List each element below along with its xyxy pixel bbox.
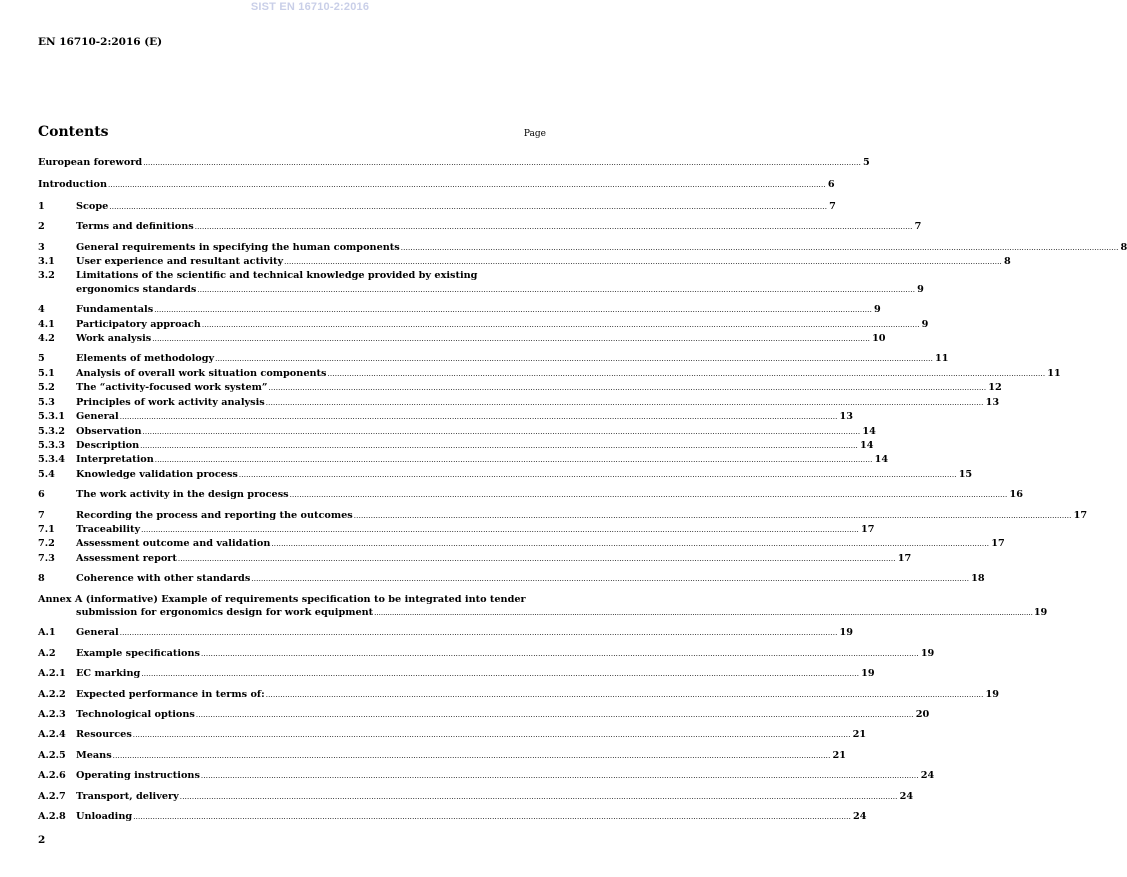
leader-dots (195, 221, 913, 234)
toc-entry-number: A.1 (38, 627, 56, 639)
leader-dots (196, 709, 914, 722)
toc-entry-title: Transport, delivery (76, 790, 179, 802)
toc-entry-page: 20 (915, 709, 930, 720)
page-number: 2 (38, 834, 46, 846)
toc-entry-number: 5.3.2 (38, 425, 65, 437)
toc-entry-title: Scope (76, 200, 109, 212)
leader-dots (251, 573, 969, 586)
toc-entry-page: 13 (839, 411, 854, 423)
toc-entry-number: A.2.4 (38, 729, 66, 741)
leader-dots (290, 489, 1008, 502)
toc-entry-title-line1: Limitations of the scientific and technical knowledge provided by existing (76, 270, 478, 282)
leader-dots (215, 353, 933, 366)
toc-entry-5-3[interactable] (38, 396, 1000, 410)
toc-entry-number: 7.1 (38, 523, 55, 535)
leader-dots (354, 510, 1072, 523)
toc-entry-5-2[interactable] (38, 381, 1002, 395)
toc-entry-page: 17 (991, 538, 1005, 550)
toc-entry-5[interactable] (38, 352, 949, 366)
toc-entry-title: Work analysis (76, 333, 152, 345)
toc-entry-title: Description (76, 439, 140, 451)
toc-entry-a-1[interactable] (38, 626, 854, 640)
toc-entry-title: Analysis of overall work situation components (76, 367, 327, 379)
leader-dots (143, 157, 861, 170)
leader-dots (120, 627, 838, 640)
toc-entry-page: 21 (832, 749, 846, 761)
toc-entry-number: 3.2 (38, 270, 55, 282)
toc-entry-page: 21 (852, 729, 867, 741)
toc-entry-number: 5.3.4 (38, 454, 65, 466)
toc-entry-4[interactable] (38, 303, 881, 317)
toc-entry-page: 18 (971, 573, 985, 585)
toc-entry-title: General requirements in specifying the human components (76, 241, 400, 253)
toc-entry-number: A.2.5 (38, 749, 66, 761)
toc-entry-page: 11 (1047, 367, 1061, 379)
toc-entry-title: Assessment outcome and validation (76, 538, 271, 550)
toc-entry-5-3-3[interactable] (38, 439, 874, 453)
toc-entry-page: 17 (1073, 509, 1088, 521)
toc-entry-a-2-5[interactable] (38, 749, 846, 763)
toc-entry-title: Coherence with other standards (76, 573, 251, 585)
leader-dots (155, 454, 873, 467)
watermark: SIST EN 16710-2:2016 (250, 1, 370, 13)
toc-entry-page: 24 (920, 770, 935, 782)
leader-dots (109, 201, 827, 214)
leader-dots (120, 411, 838, 424)
toc-entry-page: 7 (914, 221, 922, 233)
toc-entry-title: Elements of methodology (76, 353, 215, 365)
toc-entry-page: 19 (1033, 606, 1048, 618)
toc-entry-8[interactable] (38, 572, 985, 586)
toc-entry-page: 9 (921, 318, 929, 330)
toc-entry-4-1[interactable] (38, 318, 929, 332)
leader-dots (266, 689, 984, 702)
toc-entry-number: A.2 (38, 647, 56, 659)
toc-entry-title: Interpretation (76, 454, 154, 466)
leader-dots (201, 648, 919, 661)
toc-entry-number: 2 (38, 221, 45, 233)
leader-dots (133, 811, 851, 824)
toc-entry-title: European foreword (38, 157, 143, 168)
toc-entry-page: 24 (853, 811, 867, 823)
toc-entry-a-2-7[interactable] (38, 790, 914, 804)
toc-entry-page: 9 (917, 283, 924, 295)
toc-entry-page: 17 (897, 552, 912, 564)
toc-entry-number: 6 (38, 489, 45, 501)
toc-entry-title-line1: Annex A (informative) Example of requirements specification to be integrated into tender (38, 593, 526, 605)
toc-entry-title: EC marking (76, 668, 141, 680)
toc-entry-1[interactable] (38, 200, 836, 214)
toc-entry-title: General (76, 411, 119, 423)
toc-entry-title: Fundamentals (76, 304, 154, 316)
toc-entry-page: 8 (1120, 241, 1127, 253)
leader-dots (143, 426, 861, 439)
leader-dots (201, 770, 919, 783)
toc-entry-annex-a[interactable] (38, 593, 1048, 621)
toc-entry-number: 3.1 (38, 256, 55, 268)
toc-entry-a-2-4[interactable] (38, 728, 867, 742)
toc-entry-page: 17 (860, 523, 875, 535)
leader-dots (141, 524, 859, 537)
toc-entry-title: Knowledge validation process (76, 468, 238, 480)
toc-entry-7-3[interactable] (38, 552, 912, 566)
toc-entry-number: 5.3.1 (38, 411, 65, 423)
toc-entry-page: 6 (827, 179, 835, 191)
page-column-label: Page (523, 129, 546, 139)
leader-dots (401, 242, 1119, 255)
toc-entry-title: Resources (76, 729, 132, 741)
toc-entry-title: Participatory approach (76, 318, 201, 330)
toc-entry-page: 10 (872, 333, 886, 345)
document-id: EN 16710-2:2016 (E) (38, 36, 163, 48)
toc-entry-6[interactable] (38, 488, 1023, 502)
leader-dots (284, 256, 1002, 269)
toc-entry-3-2[interactable] (38, 269, 924, 297)
toc-entry-3-1[interactable] (38, 255, 1011, 269)
toc-entry-number: 5.2 (38, 382, 55, 394)
toc-entry-number: 5.4 (38, 468, 55, 480)
leader-dots (266, 397, 984, 410)
toc-entry-page: 12 (988, 382, 1002, 394)
toc-entry-number: 7 (38, 509, 45, 521)
leader-dots (133, 729, 851, 742)
toc-entry-number: 7.3 (38, 552, 55, 564)
leader-dots (154, 304, 872, 317)
toc-entry-page: 11 (935, 353, 949, 365)
toc-entry-5-3-4[interactable] (38, 453, 889, 467)
toc-entry-page: 14 (859, 439, 874, 451)
leader-dots (239, 469, 957, 482)
toc-entry-number: 3 (38, 241, 45, 253)
toc-entry-number: A.2.2 (38, 688, 66, 700)
table-of-contents (38, 156, 1127, 824)
toc-entry-title-line2: submission for ergonomics design for work equipment (76, 606, 374, 618)
toc-entry-a-2-6[interactable] (38, 769, 935, 783)
toc-entry-page: 19 (839, 627, 854, 639)
toc-entry-title: User experience and resultant activity (76, 256, 284, 268)
toc-entry-page: 9 (874, 304, 881, 316)
toc-entry-5-4[interactable] (38, 468, 973, 482)
leader-dots (108, 179, 826, 192)
leader-dots (374, 607, 1033, 620)
toc-entry-title: Observation (76, 425, 142, 437)
toc-entry-title: Assessment report (76, 552, 177, 564)
toc-entry-title: Traceability (76, 523, 141, 535)
leader-dots (202, 319, 920, 332)
toc-entry-title: The work activity in the design process (76, 489, 289, 501)
toc-entry-title: Terms and definitions (76, 221, 194, 233)
toc-entry-number: 1 (38, 200, 45, 212)
toc-entry-a-2-2[interactable] (38, 688, 999, 702)
leader-dots (141, 668, 859, 681)
toc-entry-page: 19 (920, 647, 935, 659)
toc-entry-page: 14 (874, 454, 889, 466)
leader-dots (140, 440, 858, 453)
toc-entry-5-1[interactable] (38, 367, 1061, 381)
toc-entry-5-3-1[interactable] (38, 410, 854, 424)
toc-entry-page: 19 (985, 688, 999, 700)
toc-entry-title: General (76, 627, 119, 639)
leader-dots (327, 368, 1045, 381)
toc-entry-page: 8 (1003, 256, 1011, 268)
leader-dots (271, 538, 989, 551)
toc-entry-title: Technological options (76, 709, 195, 720)
toc-entry-page: 13 (985, 396, 1000, 408)
toc-entry-5-3-2[interactable] (38, 425, 876, 439)
toc-entry-page: 19 (861, 668, 875, 680)
toc-entry-7-1[interactable] (38, 523, 875, 537)
toc-entry-a-2-3[interactable] (38, 708, 930, 722)
toc-entry-4-2[interactable] (38, 332, 886, 346)
toc-entry-2[interactable] (38, 220, 922, 234)
leader-dots (197, 284, 915, 297)
toc-entry-number: 5.1 (38, 367, 55, 379)
toc-entry-number: 8 (38, 573, 45, 585)
toc-entry-number: 4 (38, 304, 45, 316)
toc-entry-number: 5 (38, 353, 45, 365)
toc-entry-a-2[interactable] (38, 647, 935, 661)
toc-entry-number: A.2.6 (38, 770, 66, 782)
toc-entry-page: 5 (863, 157, 870, 168)
leader-dots (113, 750, 831, 763)
toc-entry-page: 24 (899, 790, 914, 802)
toc-entry-title: Introduction (38, 179, 107, 191)
toc-entry-title: Example specifications (76, 647, 200, 659)
toc-entry-number: A.2.7 (38, 790, 66, 802)
toc-entry-number: A.2.1 (38, 668, 66, 680)
toc-entry-foreword[interactable] (38, 156, 870, 170)
toc-entry-title: Recording the process and reporting the outcomes (76, 509, 353, 521)
toc-entry-title: Means (76, 749, 112, 761)
leader-dots (268, 382, 986, 395)
toc-entry-a-2-8[interactable] (38, 810, 867, 824)
toc-entry-title: The “activity-focused work system” (76, 382, 268, 394)
toc-entry-title: Principles of work activity analysis (76, 396, 265, 408)
contents-title: Contents (38, 124, 109, 140)
toc-entry-number: 4.2 (38, 333, 55, 345)
toc-entry-7[interactable] (38, 509, 1088, 523)
toc-entry-introduction[interactable] (38, 178, 835, 192)
leader-dots (152, 333, 870, 346)
toc-entry-number: 5.3 (38, 396, 55, 408)
toc-entry-7-2[interactable] (38, 537, 1005, 551)
toc-entry-number: A.2.8 (38, 811, 66, 823)
leader-dots (180, 791, 898, 804)
leader-dots (178, 553, 896, 566)
toc-entry-number: 7.2 (38, 538, 55, 550)
toc-entry-title: Expected performance in terms of: (76, 688, 265, 700)
toc-entry-3[interactable] (38, 241, 1127, 255)
toc-entry-page: 16 (1009, 489, 1023, 501)
toc-entry-number: A.2.3 (38, 709, 66, 720)
toc-entry-page: 7 (829, 200, 836, 212)
toc-entry-number: 4.1 (38, 318, 55, 330)
toc-entry-title-line2: ergonomics standards (76, 283, 197, 295)
toc-entry-a-2-1[interactable] (38, 667, 875, 681)
toc-entry-number: 5.3.3 (38, 439, 65, 451)
toc-entry-title: Operating instructions (76, 770, 200, 782)
toc-entry-page: 14 (862, 425, 876, 437)
toc-entry-page: 15 (958, 468, 973, 480)
toc-entry-title: Unloading (76, 811, 133, 823)
